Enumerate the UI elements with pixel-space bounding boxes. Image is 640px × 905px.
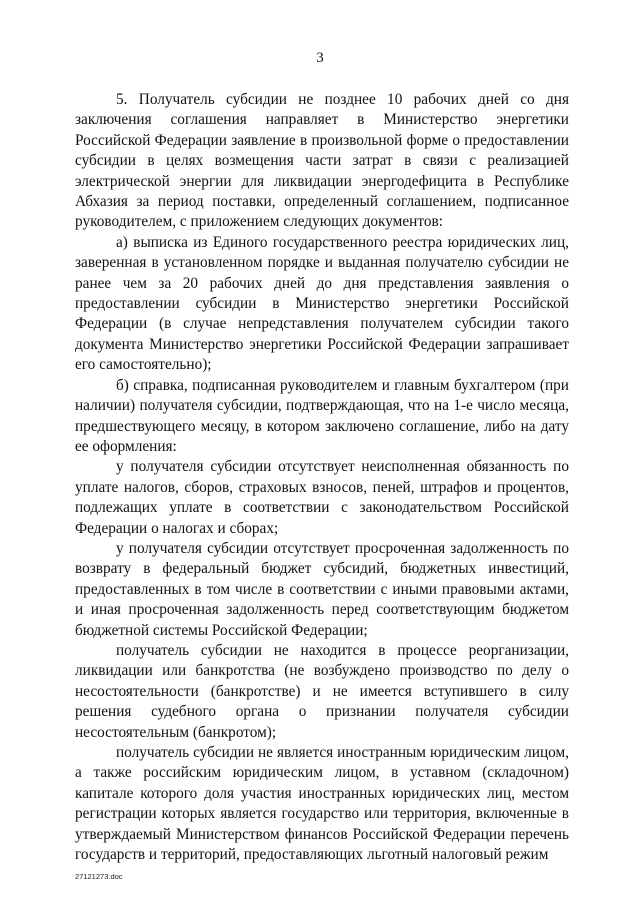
paragraph-subitem-a: а) выписка из Единого государственного реестра юридических лиц, заверенная в установленном порядке и выданная получателю субсидии не ранее чем за 20 рабочих дней до дня представления заявления о предоставлении субсидии в Министерство энергетики Российской Федерации (в случае непредставления получателем субсидии такого документа Министерство энергетики Российской Федерации запрашивает его самостоятельно); <box>75 233 569 374</box>
page-number: 3 <box>316 50 324 66</box>
paragraph-subitem-b: б) справка, подписанная руководителем и главным бухгалтером (при наличии) получателя субсидии, подтверждающая, что на 1-е число месяца, предшествующего месяцу, в котором заключено соглашение, либо на дату ее оформления: <box>75 376 569 455</box>
paragraph-item-5: 5. Получатель субсидии не позднее 10 рабочих дней со дня заключения соглашения направляет в Министерство энергетики Российской Федерации заявление в произвольной форме о предоставлении субсидии в целях возмещения части затрат в связи с реализацией электрической энергии для ликвидации энергодефицита в Республике Абхазия за период поставки, определенный соглашением, подписанное руководителем, с приложением следующих документов: <box>75 91 569 231</box>
paragraph-condition-reorganization: получатель субсидии не находится в процессе реорганизации, ликвидации или банкротства (не возбуждено производство по делу о несостоятельности (банкротстве) и не имеется вступившего в силу решения судебного органа о признании получателя субсидии несостоятельным (банкротом); <box>75 641 569 741</box>
paragraph-condition-taxes: у получателя субсидии отсутствует неисполненная обязанность по уплате налогов, сборов, страховых взносов, пеней, штрафов и процентов, подлежащих уплате в соответствии с законодательством Российской Федерации о налогах и сборах; <box>75 458 569 537</box>
footer-filename: 27121273.doc <box>75 872 123 881</box>
document-body <box>75 90 569 865</box>
paragraph-condition-foreign-entity: получатель субсидии не является иностранным юридическим лицом, а также российским юридическим лицом, в уставном (складочном) капитале которого доля участия иностранных юридических лиц, местом регистрации которых является государство или территория, включенные в утверждаемый Министерством финансов Российской Федерации перечень государств и территорий, предоставляющих льготный налоговый режим <box>75 744 569 864</box>
paragraph-condition-debt: у получателя субсидии отсутствует просроченная задолженность по возврату в федеральный бюджет субсидий, бюджетных инвестиций, предоставленных в том числе в соответствии с иными правовыми актами, и иная просроченная задолженность перед соответствующим бюджетом бюджетной системы Российской Федерации; <box>75 539 569 639</box>
